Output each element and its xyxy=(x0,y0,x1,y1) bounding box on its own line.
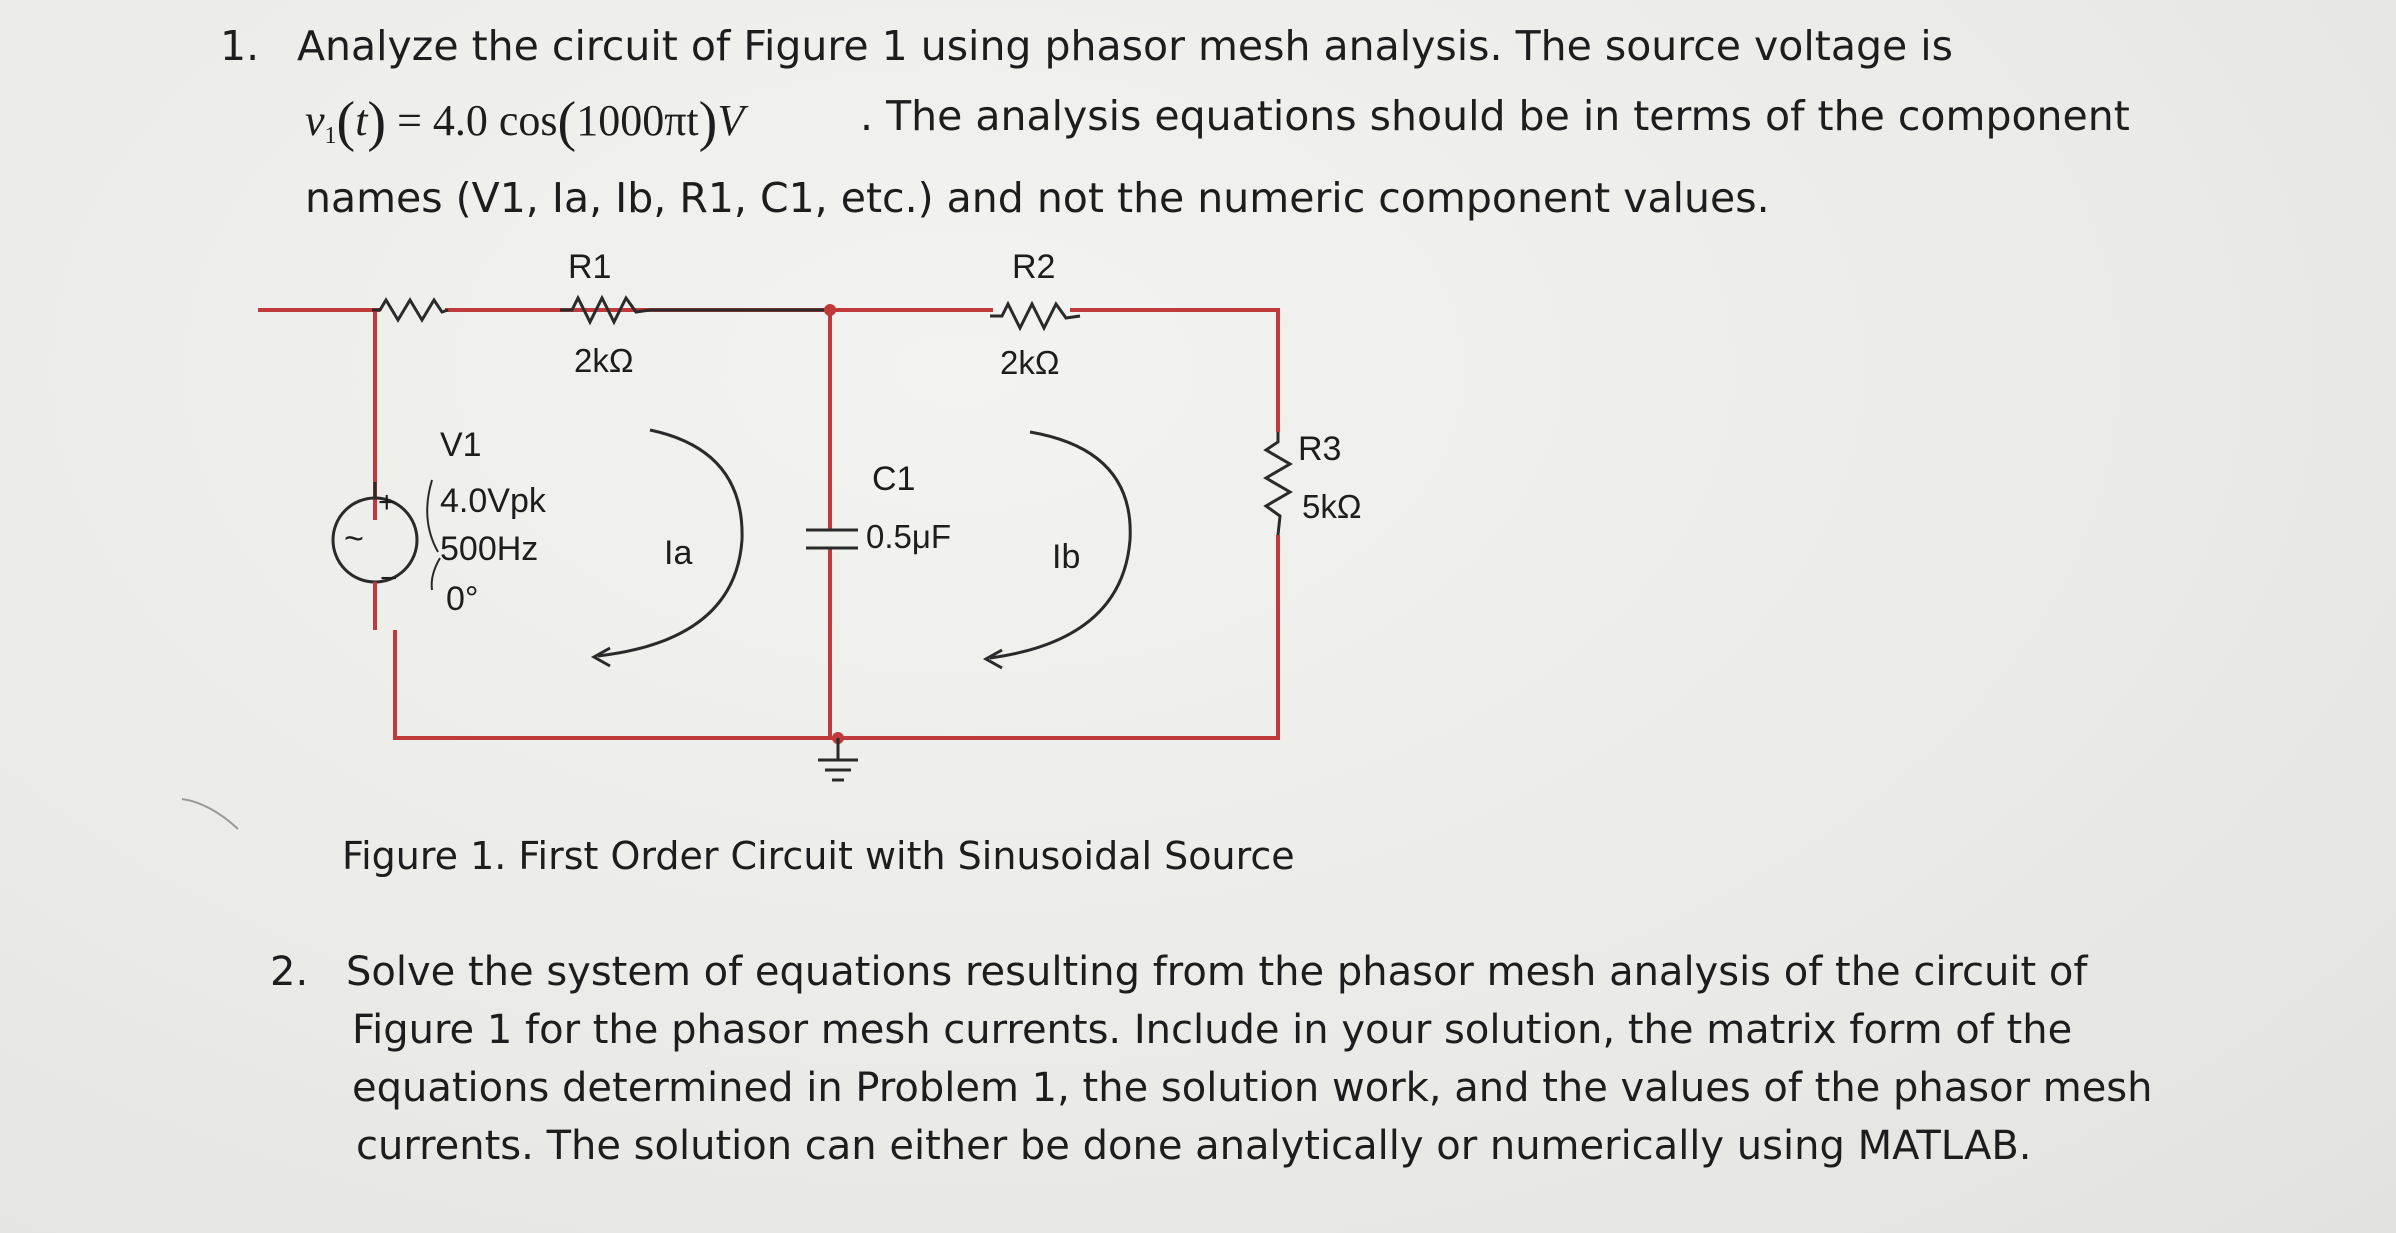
problem-1-line-1: Analyze the circuit of Figure 1 using phasor mesh analysis. The source voltage is xyxy=(297,22,1954,70)
r2-value: 2kΩ xyxy=(1000,344,1060,381)
c1-label: C1 xyxy=(872,460,916,498)
equation-unit: V xyxy=(717,96,745,145)
problem-2-number: 2. xyxy=(270,949,309,995)
problem-2-line-4: currents. The solution can either be done analytically or numerically using MATLAB. xyxy=(356,1123,2032,1169)
equation-argument: t xyxy=(355,96,368,145)
figure-caption: Figure 1. First Order Circuit with Sinusoidal Source xyxy=(342,834,1295,878)
equation-inner: 1000πt xyxy=(576,96,699,145)
r3-resistor-icon xyxy=(1266,432,1290,535)
mesh-b-label: Ib xyxy=(1052,538,1081,576)
equation-variable: v xyxy=(305,96,325,145)
circuit-wires xyxy=(258,310,1278,738)
r1-label: R1 xyxy=(568,248,612,286)
problem-2-line-2: Figure 1 for the phasor mesh currents. Include in your solution, the matrix form of the xyxy=(352,1007,2073,1053)
source-tilde: ~ xyxy=(344,520,364,558)
mesh-a-label: Ia xyxy=(664,534,693,572)
source-voltage-equation: $v_1(t) = 4.0$ cos(1000πt)V xyxy=(305,91,745,153)
problem-2-line-1: Solve the system of equations resulting from the phasor mesh analysis of the circuit of xyxy=(346,949,2088,995)
r3-label: R3 xyxy=(1298,430,1342,468)
pen-mark-icon xyxy=(180,795,260,835)
ground-icon xyxy=(818,738,858,780)
v1-frequency: 500Hz xyxy=(440,530,539,568)
problem-1-line-2: . The analysis equations should be in terms of the component xyxy=(860,92,2130,140)
source-plus-sign: + xyxy=(378,486,396,519)
r3-value: 5kΩ xyxy=(1302,488,1362,525)
v1-amplitude: 4.0Vpk xyxy=(440,482,546,520)
v1-label: V1 xyxy=(440,426,482,464)
r1-resistor-icon xyxy=(372,300,448,320)
r1-value: 2kΩ xyxy=(574,342,634,379)
equation-subscript: 1 xyxy=(324,123,337,149)
r2-label: R2 xyxy=(1012,248,1056,286)
v1-phase: 0° xyxy=(446,580,479,618)
source-minus-sign: − xyxy=(380,562,398,595)
problem-2-line-3: equations determined in Problem 1, the solution work, and the values of the phasor mesh xyxy=(352,1065,2153,1111)
c1-capacitor-icon xyxy=(806,530,858,548)
problem-1-line-3: names (V1, Ia, Ib, R1, C1, etc.) and not the numeric component values. xyxy=(305,174,1770,222)
c1-value: 0.5μF xyxy=(866,518,952,555)
equation-rhs: = 4.0 cos xyxy=(397,96,558,145)
problem-1-number: 1. xyxy=(220,22,260,70)
r2-resistor-icon xyxy=(990,304,1080,328)
